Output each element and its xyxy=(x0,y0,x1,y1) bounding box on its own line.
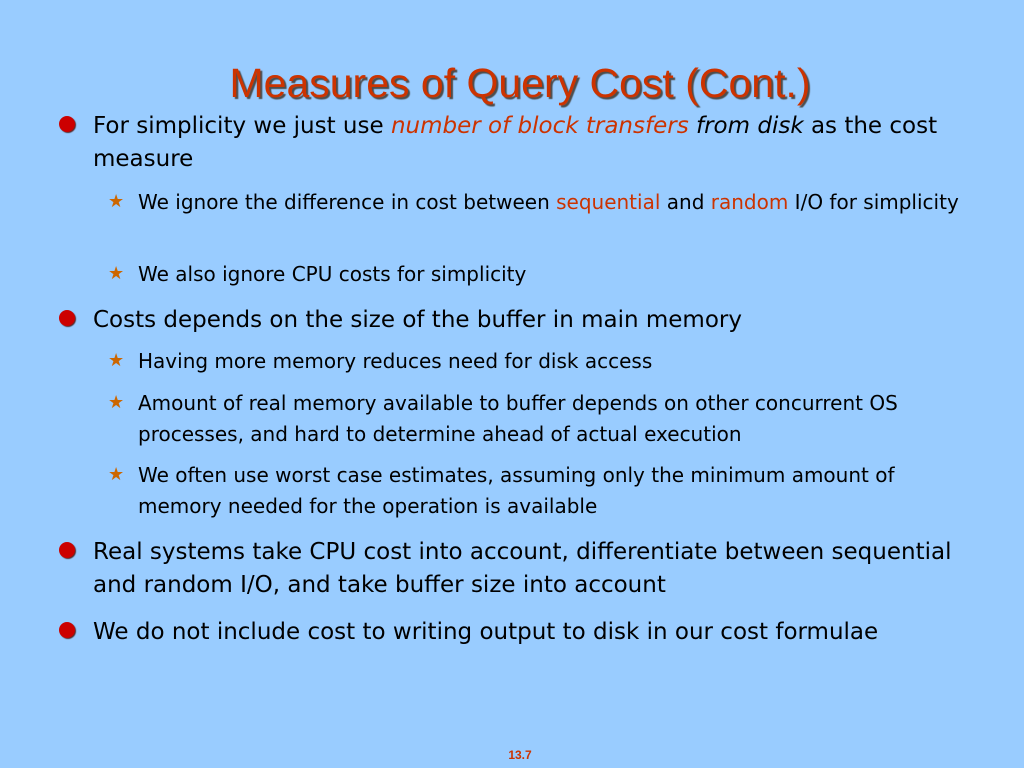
bullet-1-text xyxy=(93,110,973,176)
bullet-4-text: We do not include cost to writing output to disk in our cost formulae xyxy=(93,619,879,645)
bullet-icon xyxy=(59,310,75,326)
sub-1-1-post: I/O for simplicity xyxy=(788,190,959,214)
sub-1-1-sequential: sequential xyxy=(556,190,661,214)
sub-bullet-2-1-text: Having more memory reduces need for disk access xyxy=(138,349,653,373)
sub-1-1-pre: We ignore the difference in cost between xyxy=(138,190,557,214)
sub-1-1-random: random xyxy=(710,190,789,214)
bullet-icon xyxy=(59,542,75,558)
bullet-icon xyxy=(59,622,75,638)
page-number: 13.7 xyxy=(508,748,532,762)
star-bullet-icon: ★ xyxy=(108,464,125,485)
bullet-1-highlight: number of block transfers xyxy=(390,113,689,139)
sub-bullet-1-2-text: We also ignore CPU costs for simplicity xyxy=(138,262,527,286)
star-bullet-icon: ★ xyxy=(108,191,125,212)
sub-bullet-1-1-text xyxy=(138,187,968,218)
bullet-1-post: as the cost measure xyxy=(93,113,938,172)
bullet-icon xyxy=(59,116,75,132)
star-bullet-icon: ★ xyxy=(108,263,125,284)
sub-1-1-mid: and xyxy=(660,190,711,214)
bullet-1-italic: from disk xyxy=(696,113,804,139)
sub-bullet-2-2-text: Amount of real memory available to buffer depends on other concurrent OS processes, and hard to determine ahead of actual execution xyxy=(138,391,898,446)
bullet-2-text: Costs depends on the size of the buffer in main memory xyxy=(93,307,742,333)
sub-bullet-2-3-text: We often use worst case estimates, assuming only the minimum amount of memory needed for the operation is available xyxy=(138,463,895,518)
slide-title: Measures of Query Cost (Cont.) xyxy=(229,60,811,106)
star-bullet-icon: ★ xyxy=(108,350,125,371)
bullet-1-pre: For simplicity we just use xyxy=(93,113,391,139)
star-bullet-icon: ★ xyxy=(108,392,125,413)
bullet-3-text: Real systems take CPU cost into account, differentiate between sequential and random I/O, and take buffer size into account xyxy=(93,539,952,598)
